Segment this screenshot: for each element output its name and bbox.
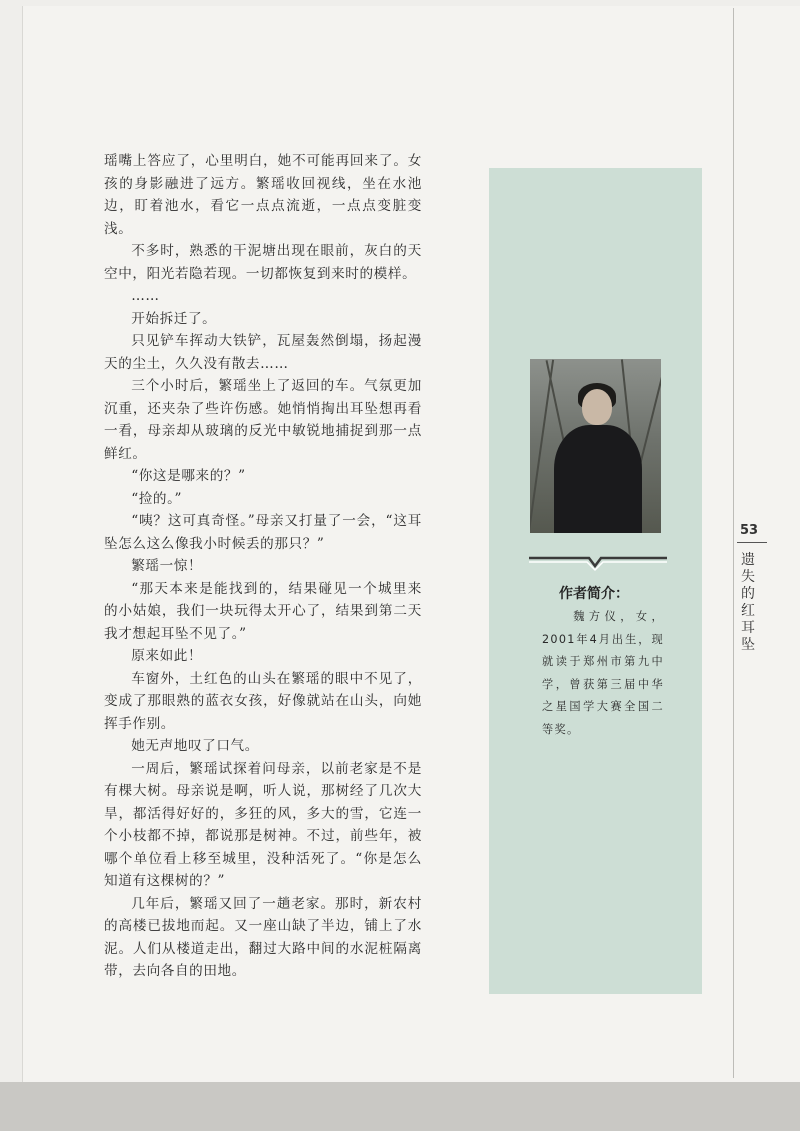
bleed-through-text <box>495 172 663 188</box>
article-paragraph: “咦？这可真奇怪。”母亲又打量了一会，“这耳坠怎么这么像我小时候丢的那只？” <box>104 513 422 552</box>
article-paragraph: 她无声地叹了口气。 <box>131 738 259 754</box>
article-paragraph: 原来如此！ <box>131 648 203 664</box>
author-photo <box>530 359 661 533</box>
article-paragraph: 瑶嘴上答应了，心里明白，她不可能再回来了。女孩的身影融进了远方。繁瑶收回视线，坐在水池边，盯着池水，看它一点点流逝，一点点变脏变浅。 <box>104 153 422 237</box>
article-paragraph: “那天本来是能找到的，结果碰见一个城里来的小姑娘，我们一块玩得太开心了，结果到第二天我才想起耳坠不见了。” <box>104 580 422 642</box>
article-paragraph: 只见铲车挥动大铁铲，瓦屋轰然倒塌，扬起漫天的尘土，久久没有散去…… <box>104 333 422 372</box>
running-title: 遗失的红耳坠 <box>741 552 755 653</box>
article-paragraph: 车窗外，土红色的山头在繁瑶的眼中不见了，变成了那眼熟的蓝衣女孩，好像就站在山头，向她挥手作别。 <box>104 670 422 732</box>
scanner-edge <box>0 1082 800 1131</box>
article-paragraph: “捡的。” <box>131 490 183 507</box>
article-paragraph: 开始拆迁了。 <box>131 310 217 327</box>
article-paragraph: “你这是哪来的？” <box>131 468 246 484</box>
author-bio: 魏方仪，女，2001年4月出生，现就读于郑州市第九中学，曾获第三届中华之星国学大赛全国二等奖。 <box>542 610 664 736</box>
margin-rule <box>733 8 734 1078</box>
page-number-underline <box>737 542 767 543</box>
article-paragraph: 几年后，繁瑶又回了一趟老家。那时，新农村的高楼已拔地而起。又一座山缺了半边，铺上了水泥。人们从楼道走出，翻过大路中间的水泥桩隔离带，去向各自的田地。 <box>104 895 422 979</box>
article-paragraph: 不多时，熟悉的干泥塘出现在眼前，灰白的天空中，阳光若隐若现。一切都恢复到来时的模样。 <box>104 243 422 282</box>
article-paragraph: 三个小时后，繁瑶坐上了返回的车。气氛更加沉重，还夹杂了些许伤感。她悄悄掏出耳坠想再看一看，母亲却从玻璃的反光中敏锐地捕捉到那一点鲜红。 <box>104 378 422 462</box>
page-number: 53 <box>740 523 759 538</box>
article-paragraph: 一周后，繁瑶试探着问母亲，以前老家是不是有棵大树。母亲说是啊，听人说，那树经了几次大旱，都活得好好的，多狂的风，多大的雪，它连一个小枝都不掉，都说那是树神。不过，前些年，被哪个单位看上移至城里，没种活死了。“你是怎么知道有这棵树的？” <box>104 760 422 889</box>
divider-ornament <box>527 552 669 572</box>
author-heading: 作者简介： <box>559 586 629 602</box>
author-sidebar <box>489 168 702 994</box>
article-paragraph: 繁瑶一惊！ <box>131 558 203 574</box>
article-paragraph: …… <box>131 288 160 304</box>
article-body <box>104 150 422 983</box>
